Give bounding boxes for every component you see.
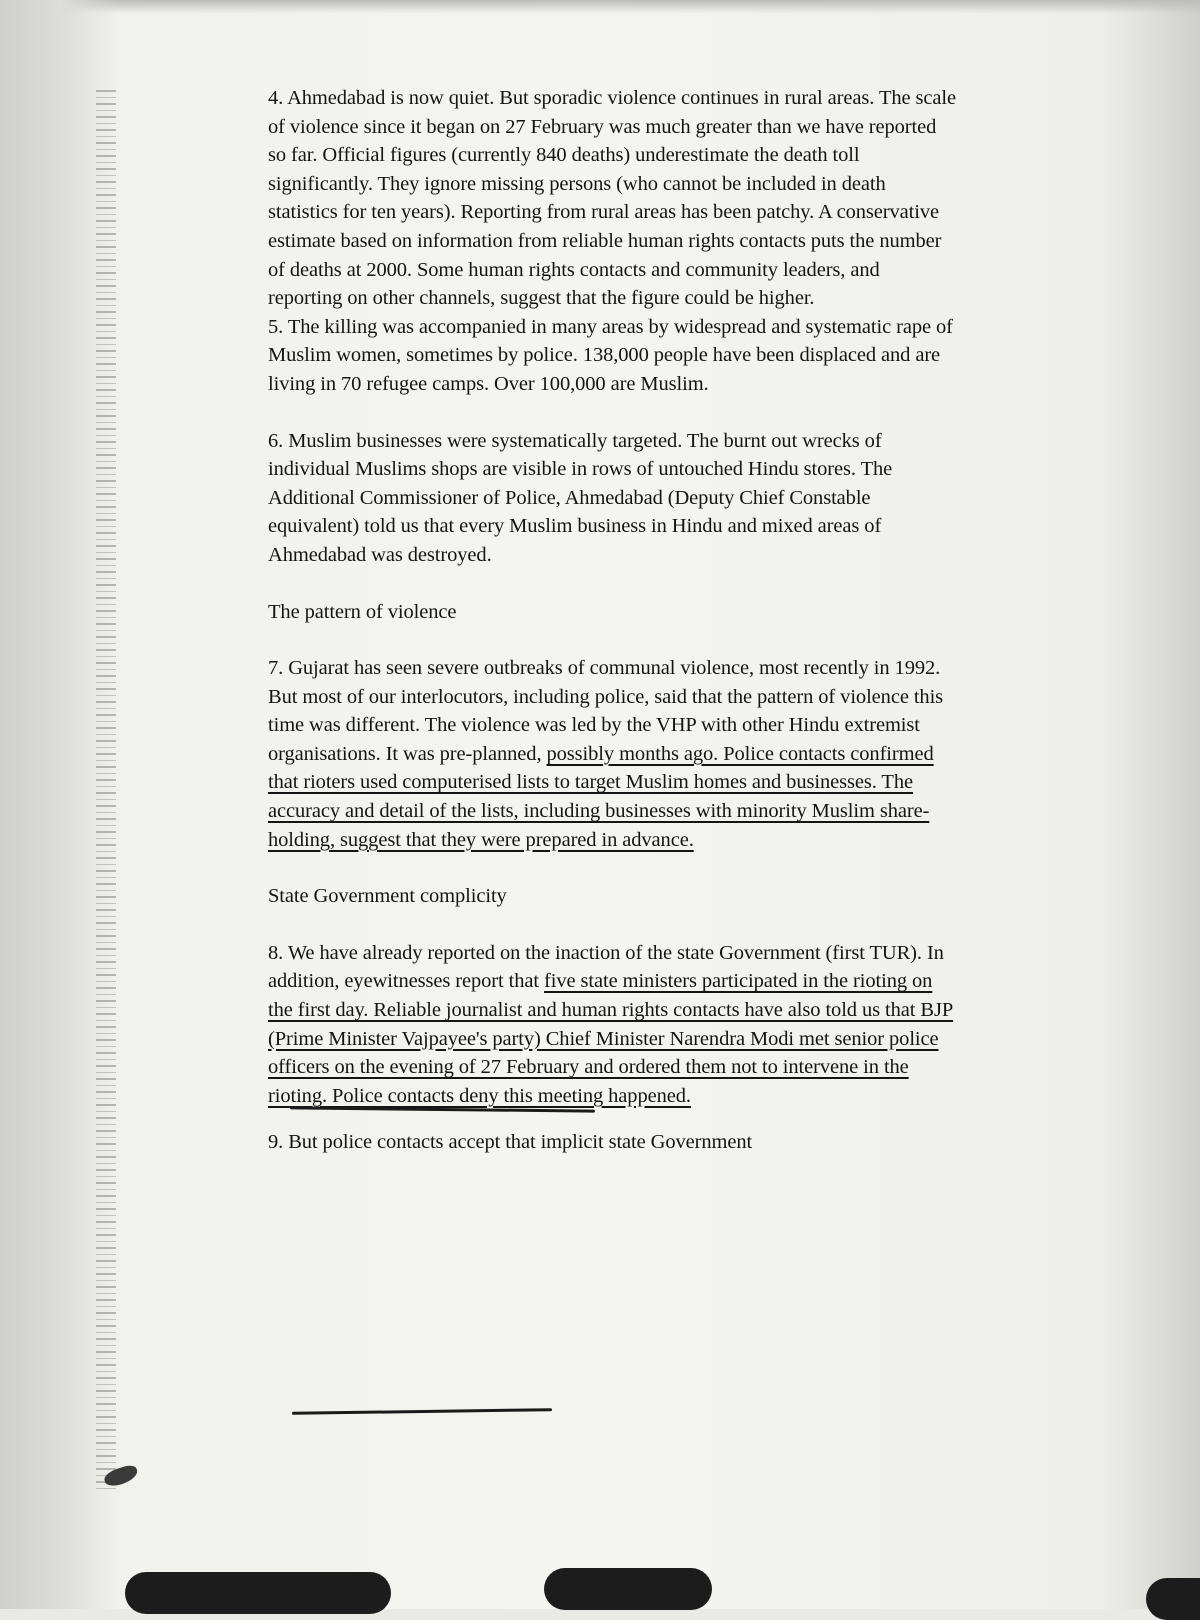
paragraph-4: 4. Ahmedabad is now quiet. But sporadic violence continues in rural areas. The scale of violence since it began on 27 February was much greater than we have reported so far. Official figures (currently 840 deaths) underestimate the death toll significantly. They ignore missing persons (who cannot be included in death statistics for ten years). Reporting from rural areas has been patchy. A conservative estimate based on information from reliable human rights contacts puts the number of deaths at 2000. Some human rights contacts and community leaders, and reporting on other channels, suggest that the figure could be higher. — [268, 87, 957, 310]
section-heading-complicity: State Government complicity — [268, 885, 507, 908]
paragraph-7-underlined: possibly months ago. Police contacts confirmed that rioters used computerised lists to target Muslim homes and businesses. The accuracy and detail of the lists, including businesses with minority Muslim share-holding, suggest that they were prepared in advance. — [268, 742, 934, 851]
paragraph-7 — [268, 654, 958, 854]
paragraph-8-text: 8. We have already reported on the inaction of the state Government (first TUR). In addition, eyewitnesses report that — [268, 941, 944, 993]
paragraph-7-text: 7. Gujarat has seen severe outbreaks of communal violence, most recently in 1992. But most of our interlocutors, including police, said that the pattern of violence this time was different. The violence was led by the VHP with other Hindu extremist organisations. It was pre-planned, — [268, 657, 944, 765]
pen-underline-p8 — [292, 1408, 552, 1415]
paragraph-8 — [268, 939, 958, 1111]
scan-top-shadow — [0, 0, 1200, 14]
document-body — [268, 84, 958, 1157]
paragraph-6: 6. Muslim businesses were systematically targeted. The burnt out wrecks of individual Muslims shops are visible in rows of untouched Hindu stores. The Additional Commissioner of Police, Ahmedabad (Deputy Chief Constable equivalent) told us that every Muslim business in Hindu and mixed areas of Ahmedabad was destroyed. — [268, 429, 893, 566]
redaction-mark-center — [544, 1568, 712, 1610]
redaction-mark-right — [1146, 1578, 1200, 1620]
paragraph-9: 9. But police contacts accept that implicit state Government — [268, 1131, 753, 1154]
paragraph-8-underlined: five state ministers participated in the rioting on the first day. Reliable journalist and human rights contacts have also told us that BJP (Prime Minister Vajpayee's party) Chief Minister Narendra Modi met senior police officers on the evening of 27 February and ordered them not to intervene in the rioting. Police contacts deny this meeting happened. — [268, 970, 954, 1107]
paragraph-5: 5. The killing was accompanied in many areas by widespread and systematic rape of Muslim women, sometimes by police. 138,000 people have been displaced and are living in 70 refugee camps. Over 100,000 are Muslim. — [268, 315, 953, 395]
section-heading-pattern: The pattern of violence — [268, 600, 457, 623]
margin-scan-noise — [96, 90, 116, 1490]
redaction-mark-left — [125, 1572, 391, 1614]
